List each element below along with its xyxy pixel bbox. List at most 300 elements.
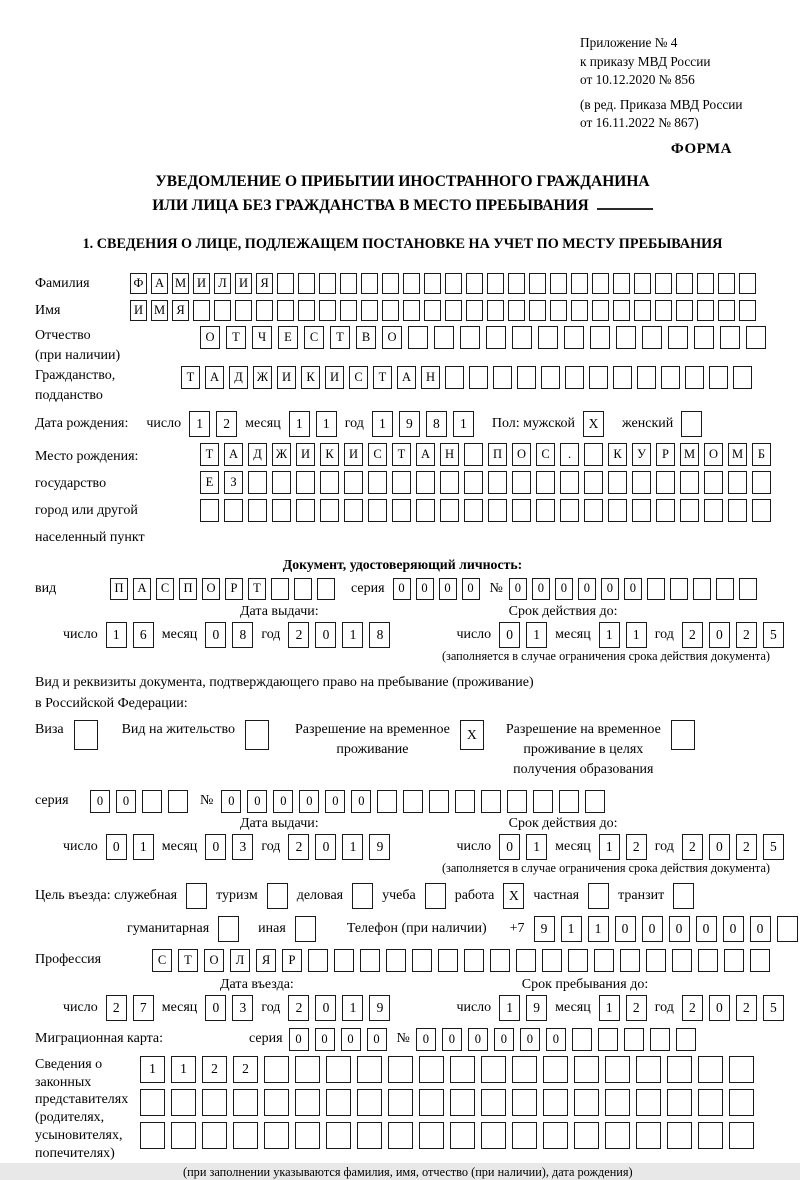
purpose-other-checkbox[interactable] — [295, 916, 316, 942]
char-box[interactable] — [466, 273, 483, 294]
char-box[interactable] — [560, 499, 579, 522]
char-box[interactable]: А — [224, 443, 243, 466]
char-box[interactable] — [698, 1122, 723, 1149]
char-box[interactable] — [481, 1122, 506, 1149]
purpose-study-checkbox[interactable] — [425, 883, 446, 909]
char-box[interactable] — [445, 300, 462, 321]
char-box[interactable]: 1 — [289, 411, 310, 437]
char-box[interactable] — [585, 790, 605, 813]
char-box[interactable]: 5 — [763, 995, 784, 1021]
char-box[interactable] — [296, 499, 315, 522]
char-box[interactable] — [517, 366, 536, 389]
char-box[interactable]: 0 — [116, 790, 136, 813]
char-box[interactable] — [716, 578, 734, 600]
char-box[interactable] — [571, 300, 588, 321]
char-box[interactable] — [320, 471, 339, 494]
char-box[interactable] — [632, 499, 651, 522]
char-box[interactable]: 1 — [171, 1056, 196, 1083]
char-box[interactable]: И — [130, 300, 147, 321]
char-box[interactable] — [752, 499, 771, 522]
char-box[interactable] — [777, 916, 798, 942]
char-box[interactable] — [317, 578, 335, 600]
char-box[interactable]: 0 — [601, 578, 619, 600]
char-box[interactable]: 0 — [520, 1028, 540, 1051]
char-box[interactable] — [559, 790, 579, 813]
char-box[interactable] — [434, 326, 454, 349]
char-box[interactable] — [571, 273, 588, 294]
char-box[interactable] — [752, 471, 771, 494]
char-box[interactable]: 3 — [232, 995, 253, 1021]
char-box[interactable]: А — [205, 366, 224, 389]
char-box[interactable]: А — [133, 578, 151, 600]
char-box[interactable] — [739, 300, 756, 321]
char-box[interactable]: 2 — [106, 995, 127, 1021]
char-box[interactable] — [277, 300, 294, 321]
char-box[interactable]: Е — [200, 471, 219, 494]
char-box[interactable] — [533, 790, 553, 813]
char-box[interactable]: 2 — [288, 834, 309, 860]
char-box[interactable]: Т — [181, 366, 200, 389]
char-box[interactable] — [605, 1056, 630, 1083]
char-box[interactable]: Т — [226, 326, 246, 349]
char-box[interactable]: 0 — [709, 834, 730, 860]
char-box[interactable]: С — [304, 326, 324, 349]
char-box[interactable]: С — [536, 443, 555, 466]
char-box[interactable]: 1 — [599, 834, 620, 860]
char-box[interactable] — [512, 1056, 537, 1083]
char-box[interactable]: 0 — [439, 578, 457, 600]
char-box[interactable] — [392, 499, 411, 522]
char-box[interactable]: К — [320, 443, 339, 466]
char-box[interactable] — [388, 1056, 413, 1083]
char-box[interactable]: 0 — [468, 1028, 488, 1051]
char-box[interactable] — [403, 273, 420, 294]
char-box[interactable] — [235, 300, 252, 321]
char-box[interactable]: 0 — [642, 916, 663, 942]
char-box[interactable] — [214, 300, 231, 321]
char-box[interactable]: 0 — [367, 1028, 387, 1051]
char-box[interactable] — [388, 1122, 413, 1149]
char-box[interactable] — [202, 1089, 227, 1116]
char-box[interactable]: 9 — [369, 834, 390, 860]
char-box[interactable] — [694, 326, 714, 349]
char-box[interactable]: 0 — [351, 790, 371, 813]
char-box[interactable] — [487, 300, 504, 321]
char-box[interactable] — [592, 273, 609, 294]
char-box[interactable] — [676, 300, 693, 321]
char-box[interactable]: 0 — [709, 622, 730, 648]
char-box[interactable] — [334, 949, 354, 972]
char-box[interactable] — [538, 326, 558, 349]
char-box[interactable]: Я — [172, 300, 189, 321]
char-box[interactable] — [584, 499, 603, 522]
char-box[interactable]: П — [110, 578, 128, 600]
char-box[interactable]: 1 — [342, 995, 363, 1021]
char-box[interactable]: 0 — [499, 622, 520, 648]
char-box[interactable] — [636, 1122, 661, 1149]
char-box[interactable]: А — [397, 366, 416, 389]
char-box[interactable] — [277, 273, 294, 294]
char-box[interactable]: И — [235, 273, 252, 294]
char-box[interactable] — [739, 578, 757, 600]
char-box[interactable]: 2 — [682, 834, 703, 860]
char-box[interactable] — [541, 366, 560, 389]
char-box[interactable] — [697, 273, 714, 294]
char-box[interactable]: Е — [278, 326, 298, 349]
char-box[interactable] — [272, 499, 291, 522]
char-box[interactable]: 2 — [626, 995, 647, 1021]
char-box[interactable]: 0 — [499, 834, 520, 860]
char-box[interactable]: К — [301, 366, 320, 389]
char-box[interactable]: 2 — [216, 411, 237, 437]
char-box[interactable] — [171, 1089, 196, 1116]
purpose-business-checkbox[interactable] — [352, 883, 373, 909]
char-box[interactable]: Ф — [130, 273, 147, 294]
char-box[interactable] — [613, 273, 630, 294]
char-box[interactable] — [605, 1122, 630, 1149]
char-box[interactable] — [668, 326, 688, 349]
char-box[interactable] — [490, 949, 510, 972]
char-box[interactable] — [542, 949, 562, 972]
char-box[interactable] — [464, 499, 483, 522]
char-box[interactable] — [344, 471, 363, 494]
char-box[interactable]: 8 — [426, 411, 447, 437]
char-box[interactable]: Т — [392, 443, 411, 466]
char-box[interactable] — [320, 499, 339, 522]
char-box[interactable]: 1 — [342, 622, 363, 648]
char-box[interactable]: В — [356, 326, 376, 349]
char-box[interactable] — [424, 273, 441, 294]
char-box[interactable]: М — [151, 300, 168, 321]
char-box[interactable] — [460, 326, 480, 349]
char-box[interactable] — [739, 273, 756, 294]
char-box[interactable]: 6 — [133, 622, 154, 648]
char-box[interactable]: З — [224, 471, 243, 494]
char-box[interactable] — [543, 1089, 568, 1116]
char-box[interactable] — [357, 1122, 382, 1149]
char-box[interactable]: 0 — [416, 1028, 436, 1051]
char-box[interactable] — [445, 366, 464, 389]
char-box[interactable]: 1 — [561, 916, 582, 942]
sex-female-checkbox[interactable] — [681, 411, 702, 437]
char-box[interactable] — [488, 499, 507, 522]
char-box[interactable]: М — [680, 443, 699, 466]
char-box[interactable]: М — [728, 443, 747, 466]
char-box[interactable] — [487, 273, 504, 294]
char-box[interactable]: 0 — [205, 834, 226, 860]
char-box[interactable] — [440, 499, 459, 522]
char-box[interactable] — [419, 1122, 444, 1149]
char-box[interactable] — [326, 1122, 351, 1149]
char-box[interactable]: К — [608, 443, 627, 466]
char-box[interactable] — [516, 949, 536, 972]
char-box[interactable] — [424, 300, 441, 321]
char-box[interactable] — [608, 471, 627, 494]
char-box[interactable]: 1 — [189, 411, 210, 437]
char-box[interactable]: 0 — [273, 790, 293, 813]
char-box[interactable]: Я — [256, 949, 276, 972]
char-box[interactable] — [661, 366, 680, 389]
char-box[interactable]: 0 — [221, 790, 241, 813]
char-box[interactable]: 0 — [750, 916, 771, 942]
char-box[interactable]: П — [179, 578, 197, 600]
char-box[interactable] — [295, 1089, 320, 1116]
char-box[interactable]: 0 — [90, 790, 110, 813]
char-box[interactable] — [750, 949, 770, 972]
char-box[interactable] — [613, 366, 632, 389]
purpose-transit-checkbox[interactable] — [673, 883, 694, 909]
char-box[interactable]: Н — [440, 443, 459, 466]
char-box[interactable]: Т — [178, 949, 198, 972]
purpose-humanitarian-checkbox[interactable] — [218, 916, 239, 942]
char-box[interactable] — [697, 300, 714, 321]
char-box[interactable] — [632, 471, 651, 494]
char-box[interactable]: Ж — [272, 443, 291, 466]
char-box[interactable] — [464, 949, 484, 972]
char-box[interactable]: 1 — [133, 834, 154, 860]
char-box[interactable] — [572, 1028, 592, 1051]
char-box[interactable] — [248, 499, 267, 522]
char-box[interactable]: 0 — [555, 578, 573, 600]
char-box[interactable]: И — [344, 443, 363, 466]
char-box[interactable]: Л — [230, 949, 250, 972]
char-box[interactable] — [296, 471, 315, 494]
char-box[interactable]: 0 — [205, 995, 226, 1021]
char-box[interactable]: 7 — [133, 995, 154, 1021]
char-box[interactable]: М — [172, 273, 189, 294]
residence-permit-checkbox[interactable] — [245, 720, 269, 750]
char-box[interactable] — [560, 471, 579, 494]
char-box[interactable]: 0 — [289, 1028, 309, 1051]
char-box[interactable]: 0 — [442, 1028, 462, 1051]
visa-checkbox[interactable] — [74, 720, 98, 750]
char-box[interactable]: 1 — [453, 411, 474, 437]
char-box[interactable]: Я — [256, 273, 273, 294]
char-box[interactable]: 1 — [342, 834, 363, 860]
char-box[interactable] — [512, 471, 531, 494]
char-box[interactable] — [507, 790, 527, 813]
char-box[interactable]: 0 — [205, 622, 226, 648]
char-box[interactable] — [412, 949, 432, 972]
char-box[interactable]: 1 — [499, 995, 520, 1021]
char-box[interactable] — [377, 790, 397, 813]
char-box[interactable] — [550, 300, 567, 321]
char-box[interactable] — [676, 1028, 696, 1051]
char-box[interactable]: 0 — [624, 578, 642, 600]
char-box[interactable]: У — [632, 443, 651, 466]
char-box[interactable] — [709, 366, 728, 389]
char-box[interactable] — [168, 790, 188, 813]
char-box[interactable] — [512, 326, 532, 349]
char-box[interactable]: 0 — [546, 1028, 566, 1051]
char-box[interactable] — [440, 471, 459, 494]
char-box[interactable]: 0 — [315, 622, 336, 648]
char-box[interactable]: Т — [330, 326, 350, 349]
char-box[interactable] — [718, 273, 735, 294]
char-box[interactable] — [729, 1056, 754, 1083]
char-box[interactable] — [272, 471, 291, 494]
char-box[interactable]: С — [156, 578, 174, 600]
char-box[interactable]: 1 — [140, 1056, 165, 1083]
char-box[interactable] — [698, 1089, 723, 1116]
char-box[interactable] — [608, 499, 627, 522]
char-box[interactable] — [455, 790, 475, 813]
char-box[interactable]: Т — [248, 578, 266, 600]
char-box[interactable] — [672, 949, 692, 972]
char-box[interactable]: С — [349, 366, 368, 389]
char-box[interactable] — [271, 578, 289, 600]
char-box[interactable]: 0 — [315, 995, 336, 1021]
char-box[interactable] — [650, 1028, 670, 1051]
char-box[interactable]: 0 — [341, 1028, 361, 1051]
purpose-official-checkbox[interactable] — [186, 883, 207, 909]
char-box[interactable] — [326, 1056, 351, 1083]
char-box[interactable] — [637, 366, 656, 389]
char-box[interactable] — [655, 300, 672, 321]
char-box[interactable] — [450, 1122, 475, 1149]
char-box[interactable] — [419, 1089, 444, 1116]
char-box[interactable] — [594, 949, 614, 972]
char-box[interactable] — [536, 471, 555, 494]
char-box[interactable]: 1 — [106, 622, 127, 648]
char-box[interactable] — [486, 326, 506, 349]
sex-male-checkbox[interactable]: X — [583, 411, 604, 437]
purpose-tourism-checkbox[interactable] — [267, 883, 288, 909]
char-box[interactable] — [568, 949, 588, 972]
char-box[interactable] — [308, 949, 328, 972]
char-box[interactable] — [368, 499, 387, 522]
char-box[interactable]: 2 — [288, 995, 309, 1021]
char-box[interactable]: 2 — [736, 834, 757, 860]
char-box[interactable]: 1 — [599, 622, 620, 648]
char-box[interactable] — [634, 300, 651, 321]
char-box[interactable]: 2 — [736, 622, 757, 648]
char-box[interactable] — [670, 578, 688, 600]
char-box[interactable]: . — [560, 443, 579, 466]
char-box[interactable]: 0 — [462, 578, 480, 600]
char-box[interactable] — [481, 790, 501, 813]
char-box[interactable] — [598, 1028, 618, 1051]
char-box[interactable] — [382, 300, 399, 321]
char-box[interactable]: Н — [421, 366, 440, 389]
char-box[interactable] — [728, 471, 747, 494]
char-box[interactable]: Р — [282, 949, 302, 972]
char-box[interactable] — [294, 578, 312, 600]
char-box[interactable] — [233, 1089, 258, 1116]
char-box[interactable] — [140, 1089, 165, 1116]
char-box[interactable]: 2 — [626, 834, 647, 860]
char-box[interactable] — [340, 300, 357, 321]
char-box[interactable] — [464, 471, 483, 494]
char-box[interactable]: П — [488, 443, 507, 466]
char-box[interactable]: 0 — [509, 578, 527, 600]
char-box[interactable]: 0 — [532, 578, 550, 600]
char-box[interactable] — [357, 1056, 382, 1083]
char-box[interactable] — [340, 273, 357, 294]
char-box[interactable]: 0 — [578, 578, 596, 600]
char-box[interactable] — [728, 499, 747, 522]
char-box[interactable] — [698, 949, 718, 972]
char-box[interactable]: 0 — [494, 1028, 514, 1051]
char-box[interactable] — [512, 1122, 537, 1149]
char-box[interactable] — [319, 273, 336, 294]
char-box[interactable] — [646, 949, 666, 972]
char-box[interactable] — [481, 1056, 506, 1083]
char-box[interactable]: О — [512, 443, 531, 466]
char-box[interactable]: 2 — [682, 995, 703, 1021]
char-box[interactable] — [720, 326, 740, 349]
char-box[interactable]: 9 — [369, 995, 390, 1021]
char-box[interactable]: Д — [248, 443, 267, 466]
char-box[interactable]: 1 — [626, 622, 647, 648]
char-box[interactable] — [543, 1122, 568, 1149]
char-box[interactable] — [264, 1056, 289, 1083]
char-box[interactable]: С — [368, 443, 387, 466]
char-box[interactable] — [512, 1089, 537, 1116]
char-box[interactable] — [685, 366, 704, 389]
char-box[interactable] — [469, 366, 488, 389]
char-box[interactable] — [233, 1122, 258, 1149]
char-box[interactable] — [676, 273, 693, 294]
char-box[interactable]: А — [416, 443, 435, 466]
char-box[interactable] — [605, 1089, 630, 1116]
char-box[interactable]: О — [204, 949, 224, 972]
char-box[interactable]: 0 — [299, 790, 319, 813]
char-box[interactable]: Т — [373, 366, 392, 389]
char-box[interactable]: 0 — [723, 916, 744, 942]
char-box[interactable]: Р — [656, 443, 675, 466]
char-box[interactable]: И — [193, 273, 210, 294]
char-box[interactable] — [590, 326, 610, 349]
char-box[interactable]: 1 — [316, 411, 337, 437]
char-box[interactable]: О — [202, 578, 220, 600]
char-box[interactable] — [200, 499, 219, 522]
char-box[interactable] — [584, 443, 603, 466]
char-box[interactable] — [636, 1056, 661, 1083]
char-box[interactable] — [202, 1122, 227, 1149]
char-box[interactable] — [729, 1122, 754, 1149]
char-box[interactable]: О — [200, 326, 220, 349]
char-box[interactable]: 0 — [315, 1028, 335, 1051]
char-box[interactable] — [466, 300, 483, 321]
char-box[interactable] — [403, 790, 423, 813]
char-box[interactable] — [361, 300, 378, 321]
char-box[interactable] — [624, 1028, 644, 1051]
char-box[interactable]: 0 — [615, 916, 636, 942]
char-box[interactable]: Р — [225, 578, 243, 600]
char-box[interactable]: 5 — [763, 622, 784, 648]
char-box[interactable] — [733, 366, 752, 389]
char-box[interactable]: 1 — [372, 411, 393, 437]
char-box[interactable] — [298, 273, 315, 294]
char-box[interactable] — [368, 471, 387, 494]
char-box[interactable]: 1 — [526, 622, 547, 648]
char-box[interactable] — [224, 499, 243, 522]
char-box[interactable] — [550, 273, 567, 294]
char-box[interactable]: 1 — [526, 834, 547, 860]
char-box[interactable]: И — [296, 443, 315, 466]
char-box[interactable] — [667, 1056, 692, 1083]
char-box[interactable] — [450, 1056, 475, 1083]
char-box[interactable] — [392, 471, 411, 494]
char-box[interactable] — [565, 366, 584, 389]
char-box[interactable] — [142, 790, 162, 813]
char-box[interactable]: Б — [752, 443, 771, 466]
char-box[interactable] — [388, 1089, 413, 1116]
char-box[interactable] — [680, 499, 699, 522]
char-box[interactable]: Ч — [252, 326, 272, 349]
purpose-private-checkbox[interactable] — [588, 883, 609, 909]
